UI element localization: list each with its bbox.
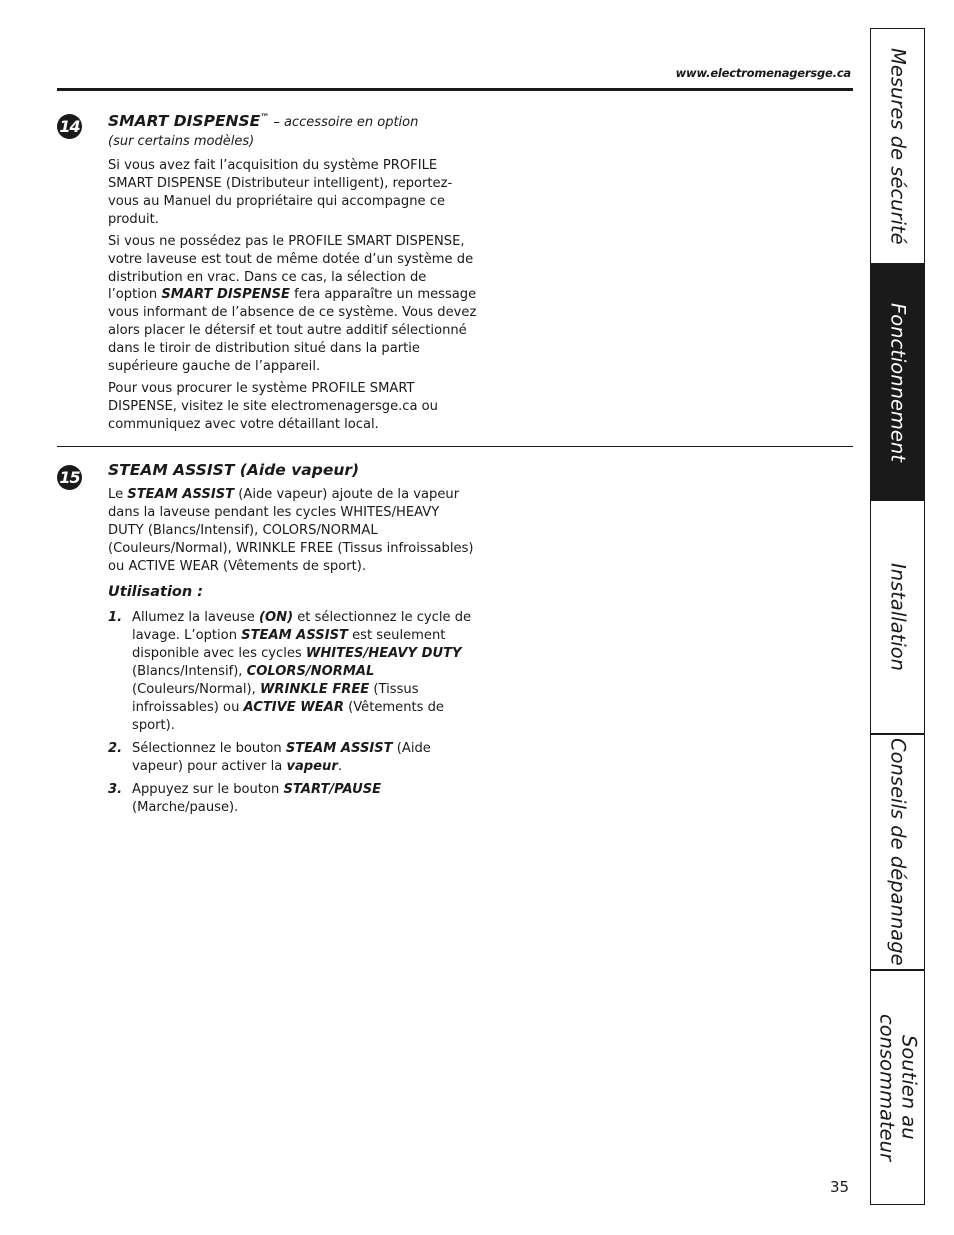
section-14-paragraph-3: Pour vous procurer le système PROFILE SMART DISPENSE, visitez le site electromenagersge.ca ou communiquez avec votre détaillant local. [108,380,438,432]
page-number: 35 [830,1178,850,1196]
tab-label: Conseils de dépannage [886,738,910,966]
paragraph-emphasis: SMART DISPENSE [161,287,290,303]
step-emphasis: WHITES/HEAVY DUTY [305,646,462,662]
step-emphasis: COLORS/NORMAL [246,664,375,680]
step-number: 2. [108,740,123,756]
step-emphasis: STEAM ASSIST [285,740,393,756]
step-text: Allumez la laveuse [132,610,260,626]
step-number: 3. [108,781,123,797]
paragraph-emphasis: STEAM ASSIST [127,487,235,502]
step-text: Sélectionnez le bouton [132,740,286,756]
tab-soutien-au-consommateur[interactable] [871,971,924,1204]
step-text: (Aide vapeur) pour activer la [132,740,431,774]
step-text: Appuyez sur le bouton [132,781,284,797]
step-item [108,609,478,734]
step-item [108,781,478,817]
usage-steps [108,609,478,816]
section-14-note: (sur certains modèles) [108,134,255,150]
tab-label: Mesures de sécurité [886,47,910,245]
tab-label: Installation [886,562,910,671]
tab-installation[interactable] [871,501,924,735]
paragraph-text: Le [108,487,128,502]
section-14-title: SMART DISPENSE [108,112,261,131]
section-15-paragraph-1 [108,486,478,576]
top-rule [57,88,853,91]
step-text: est seulement disponible avec les cycles [132,628,446,662]
tab-conseils-de-depannage[interactable] [871,735,924,971]
section-14-paragraph-2 [108,233,478,376]
step-emphasis: vapeur [286,758,338,774]
trademark-symbol: ™ [260,113,270,123]
section-14 [108,108,478,438]
section-15-badge: 15 [57,465,82,490]
step-number: 1. [108,610,123,626]
site-url[interactable]: www.electromenagersge.ca [675,66,851,80]
step-text: . [337,758,343,774]
paragraph-text: Si vous ne possédez pas le PROFILE SMART DISPENSE, votre laveuse est tout de même dotée d’un système de distribution en vrac. Dans ce cas, la sélection de l’option [108,233,474,303]
step-emphasis: (ON) [259,610,294,626]
tab-label: Fonctionnement [886,302,910,462]
section-15-heading: STEAM ASSIST (Aide vapeur) [108,461,360,479]
section-15 [108,460,478,821]
step-item [108,740,478,776]
step-text: (Tissus infroissables) ou [132,682,419,715]
tab-mesures-de-securite[interactable] [871,29,924,265]
step-text: (Couleurs/Normal), [132,682,260,698]
step-emphasis: STEAM ASSIST [241,628,348,644]
section-14-title-suffix: – accessoire en option [269,115,419,131]
usage-heading: Utilisation : [108,583,204,600]
paragraph-text: fera apparaître un message vous informant de l’absence de ce système. Vous devez alors placer le détersif et tout autre additif sélectionné dans le tiroir de distribution situé dans la partie supérieure gauche de l’appareil. [108,287,477,375]
section-14-badge: 14 [57,114,82,139]
section-divider [57,446,853,447]
tab-fonctionnement[interactable] [871,265,924,501]
section-tabs [870,28,925,1205]
section-14-paragraph-1: Si vous avez fait l’acquisition du système PROFILE SMART DISPENSE (Distributeur intelligent), reportez-vous au Manuel du propriétaire qui accompagne ce produit. [108,158,453,227]
step-text: (Marche/pause). [132,799,239,815]
section-14-heading [108,108,478,133]
paragraph-text: (Aide vapeur) ajoute de la vapeur dans la laveuse pendant les cycles WHITES/HEAVY DUTY (Blancs/Intensif), COLORS/NORMAL (Couleurs/Normal), WRINKLE FREE (Tissus infroissables) ou ACTIVE WEAR (Vêtements de sport). [108,487,474,574]
step-emphasis: ACTIVE WEAR [243,699,344,715]
step-text: (Vêtements de sport). [132,699,444,733]
step-text: et sélectionnez le cycle de lavage. L’option [132,610,472,644]
step-emphasis: WRINKLE FREE [259,682,370,698]
step-emphasis: START/PAUSE [283,781,382,797]
step-text: (Blancs/Intensif), [132,664,247,680]
tab-label: Soutien au consommateur [875,1013,921,1162]
